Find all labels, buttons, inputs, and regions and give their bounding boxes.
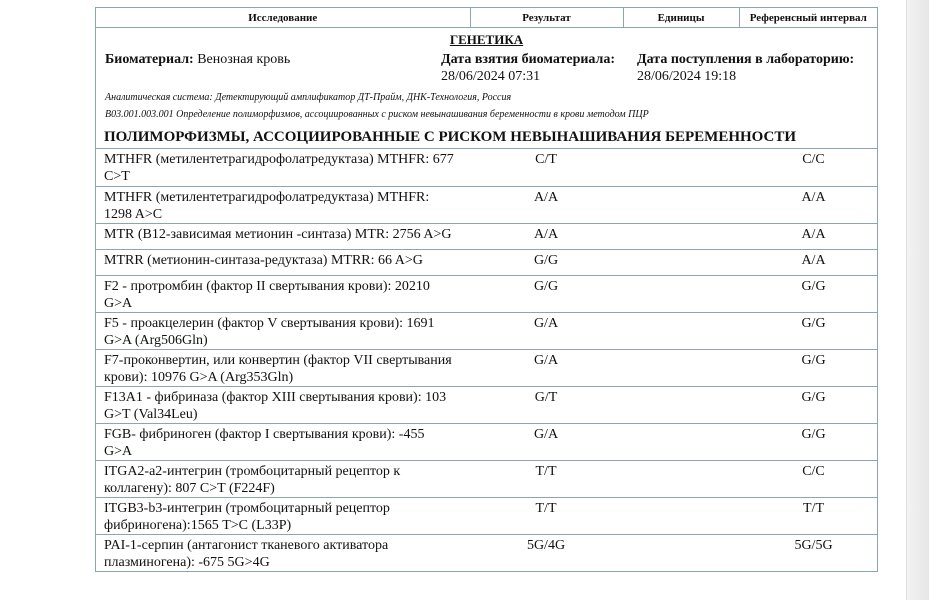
- test-name-line1: PAI-1-серпин (антагонист тканевого активатора: [104, 537, 389, 553]
- test-name: [96, 149, 482, 186]
- test-units: [610, 186, 750, 223]
- test-result: A/A: [482, 223, 610, 249]
- test-units: [610, 386, 750, 423]
- test-reference: 5G/5G: [794, 537, 833, 553]
- test-units: [610, 223, 750, 249]
- test-result: G/A: [482, 312, 610, 349]
- table-row: [96, 386, 877, 423]
- test-result: G/G: [482, 275, 610, 312]
- test-units: [610, 149, 750, 186]
- test-units: [610, 275, 750, 312]
- header-result: Результат: [470, 8, 623, 28]
- test-name-line2: 1298 A>C: [104, 206, 163, 222]
- header-reference: Референсный интервал: [739, 8, 877, 28]
- test-name: [96, 275, 482, 312]
- test-name-line1: F5 - проакцелерин (фактор V свертывания крови): 1691: [104, 315, 435, 331]
- test-name: [96, 249, 482, 275]
- sample-date: [441, 52, 615, 85]
- table-row: [96, 149, 877, 186]
- test-name-line1: MTR (B12-зависимая метионин -синтаза) MTR: 2756 A>G: [104, 226, 452, 242]
- test-result: T/T: [482, 497, 610, 534]
- test-name: [96, 534, 482, 571]
- test-name-line2: G>A: [104, 295, 133, 311]
- test-name-line1: F7-проконвертин, или конвертин (фактор VII свертывания: [104, 352, 452, 368]
- test-name-line2: коллагену): 807 C>T (F224F): [104, 480, 275, 496]
- lab-date-value: 28/06/2024 19:18: [637, 69, 737, 84]
- table-row: [96, 534, 877, 571]
- header-units: Единицы: [623, 8, 739, 28]
- test-units: [610, 534, 750, 571]
- lab-report-sheet: [95, 7, 878, 572]
- sample-date-label: Дата взятия биоматериала:: [441, 52, 616, 67]
- section-title: ГЕНЕТИКА: [449, 32, 524, 47]
- test-reference: C/C: [750, 149, 877, 186]
- biomaterial-label: Биоматериал:: [105, 52, 194, 67]
- table-row: [96, 460, 877, 497]
- test-name-line1: MTHFR (метилентетрагидрофолатредуктаза) MTHFR:: [104, 189, 430, 205]
- test-reference: G/G: [750, 423, 877, 460]
- test-name-line1: F2 - протромбин (фактор II свертывания крови): 20210: [104, 278, 430, 294]
- test-name-line2: фибриногена):1565 T>C (L33P): [104, 517, 292, 533]
- panel-title: ПОЛИМОРФИЗМЫ, АССОЦИИРОВАННЫЕ С РИСКОМ НЕВЫНАШИВАНИЯ БЕРЕМЕННОСТИ: [96, 124, 877, 149]
- test-result: G/T: [482, 386, 610, 423]
- test-name-line1: ITGB3-b3-интегрин (тромбоцитарный рецептор: [104, 500, 390, 516]
- test-name-line2: G>A (Arg506Gln): [104, 332, 208, 348]
- test-units: [610, 312, 750, 349]
- lab-date: [637, 52, 854, 85]
- table-row: [96, 249, 877, 275]
- test-units: [610, 497, 750, 534]
- table-row: [96, 275, 877, 312]
- test-result: T/T: [482, 460, 610, 497]
- test-reference: A/A: [750, 223, 877, 249]
- table-row: [96, 349, 877, 386]
- method-code: B03.001.003.001 Определение полиморфизмов, ассоциированных с риском невынашивания беременности в крови методом ПЦР: [105, 109, 649, 120]
- test-result: G/G: [482, 249, 610, 275]
- table-row: [96, 497, 877, 534]
- test-name-line1: FGB- фибриноген (фактор I свертывания крови): -455: [104, 426, 425, 442]
- test-reference: G/G: [750, 312, 877, 349]
- test-name-line2: плазминогена): -675 5G>4G: [104, 554, 270, 570]
- test-name: [96, 386, 482, 423]
- test-name: [96, 223, 482, 249]
- test-name: [96, 312, 482, 349]
- biomaterial: [105, 52, 290, 68]
- test-reference: G/G: [750, 386, 877, 423]
- page-edge-shadow: [906, 0, 929, 600]
- test-name-line2: крови): 10976 G>A (Arg353Gln): [104, 369, 294, 385]
- test-name-line1: MTRR (метионин-синтаза-редуктаза) MTRR: 66 A>G: [104, 252, 423, 268]
- test-reference: A/A: [750, 249, 877, 275]
- lab-date-label: Дата поступления в лабораторию:: [637, 52, 855, 67]
- test-name: [96, 186, 482, 223]
- results-table: [96, 149, 877, 571]
- test-name-line1: MTHFR (метилентетрагидрофолатредуктаза) MTHFR: 677: [104, 152, 454, 167]
- test-name-line2: G>T (Val34Leu): [104, 406, 198, 422]
- test-name: [96, 349, 482, 386]
- test-result: 5G/4G: [526, 537, 566, 553]
- test-name: [96, 497, 482, 534]
- test-name-line2: C>T: [104, 169, 130, 184]
- biomaterial-value: Венозная кровь: [197, 52, 291, 67]
- table-row: [96, 186, 877, 223]
- test-reference: G/G: [750, 275, 877, 312]
- test-name-line2: G>A: [104, 443, 133, 459]
- test-result: C/T: [482, 149, 610, 186]
- test-units: [610, 249, 750, 275]
- report-header-row: [96, 8, 877, 28]
- test-name: [96, 460, 482, 497]
- table-row: [96, 312, 877, 349]
- sample-meta: [96, 46, 877, 90]
- test-name-line1: F13A1 - фибриназа (фактор XIII свертывания крови): 103: [104, 389, 447, 405]
- test-reference: T/T: [750, 497, 877, 534]
- table-row: [96, 223, 877, 249]
- test-reference: C/C: [750, 460, 877, 497]
- table-row: [96, 423, 877, 460]
- analytic-system: Аналитическая система: Детектирующий амплификатор ДТ-Прайм, ДНК-Технология, Россия: [105, 92, 512, 103]
- test-reference: A/A: [750, 186, 877, 223]
- test-units: [610, 349, 750, 386]
- test-name-line1: ITGA2-a2-интегрин (тромбоцитарный рецептор к: [104, 463, 401, 479]
- test-reference: G/G: [750, 349, 877, 386]
- test-units: [610, 460, 750, 497]
- sample-date-value: 28/06/2024 07:31: [441, 69, 541, 84]
- test-result: A/A: [482, 186, 610, 223]
- test-result: G/A: [482, 423, 610, 460]
- test-result: G/A: [482, 349, 610, 386]
- test-units: [610, 423, 750, 460]
- test-name: [96, 423, 482, 460]
- header-study: Исследование: [96, 8, 470, 28]
